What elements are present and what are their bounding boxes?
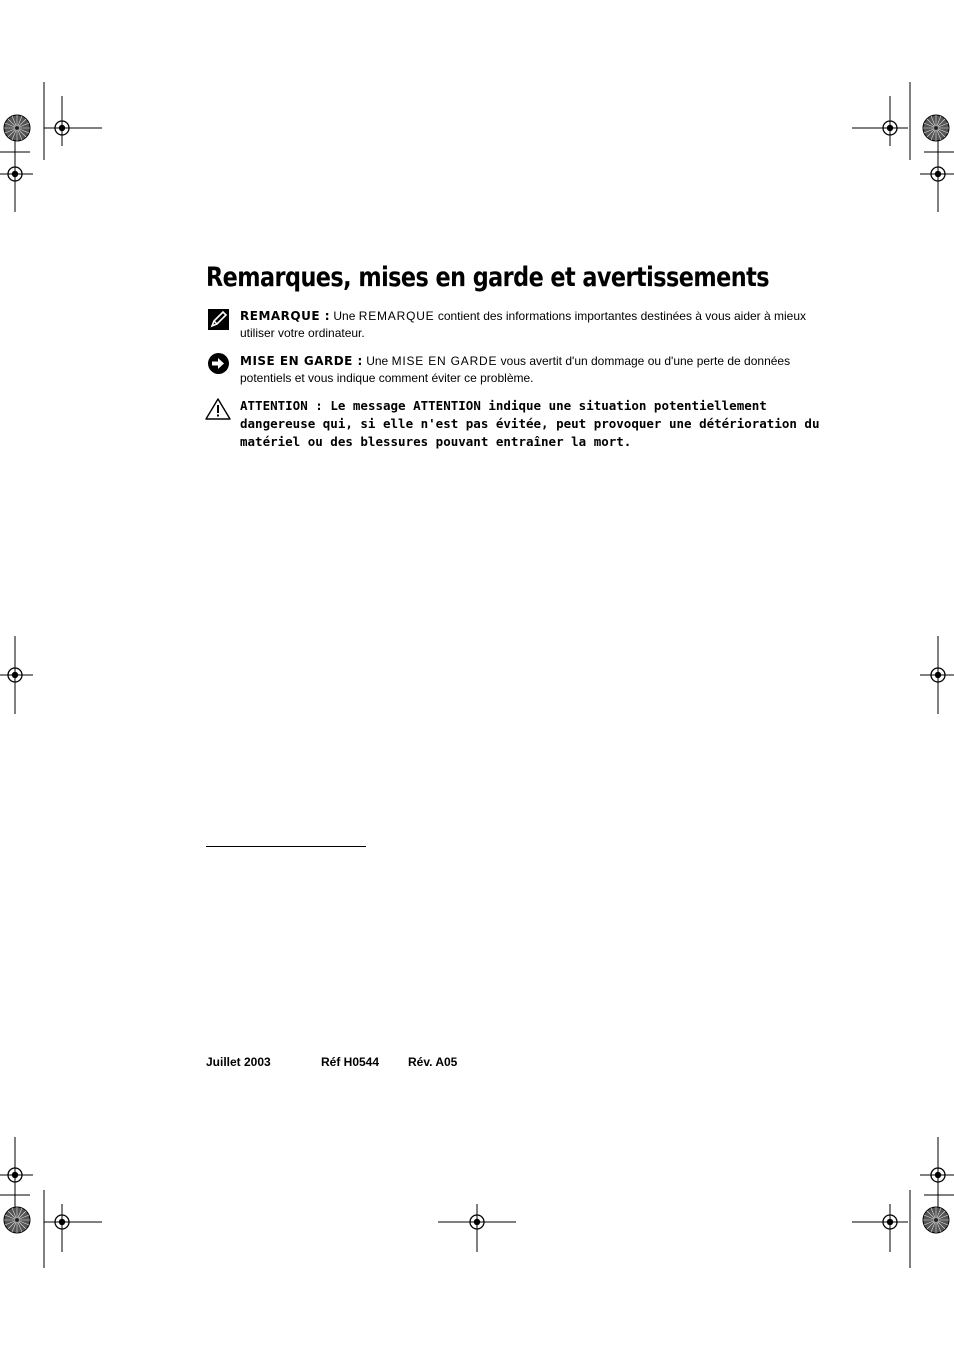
caution-label: MISE EN GARDE : bbox=[240, 354, 363, 368]
caution-text-start: Une bbox=[366, 354, 389, 368]
footnote-rule bbox=[206, 846, 366, 847]
footer-date: Juillet 2003 bbox=[206, 1055, 271, 1069]
note-remarque bbox=[207, 308, 827, 342]
pencil-note-icon bbox=[207, 308, 231, 332]
note-mise-en-garde bbox=[207, 353, 827, 387]
caution-keyword: MISE EN GARDE bbox=[391, 354, 498, 368]
caution-text-body: vous avertit d'un dommage ou d'une perte de données potentiels et vous indique comment éviter ce problème. bbox=[240, 354, 791, 385]
page-title: Remarques, mises en garde et avertissements bbox=[206, 262, 769, 293]
note-keyword: REMARQUE bbox=[358, 309, 435, 323]
note-label: REMARQUE : bbox=[240, 309, 331, 323]
warning-triangle-icon bbox=[205, 397, 231, 421]
note-text-start: Une bbox=[333, 309, 356, 323]
arrow-circle-icon bbox=[207, 353, 231, 377]
warning-text: Le message ATTENTION indique une situation potentiellement dangereuse qui, si elle n'est pas évitée, peut provoquer une détérioration du matériel ou des blessures pouvant entraîner la mort. bbox=[240, 398, 820, 449]
note-text-body: contient des informations importantes destinées à vous aider à mieux utiliser votre ordinateur. bbox=[240, 309, 807, 340]
warning-label: ATTENTION : bbox=[240, 398, 323, 413]
footer-ref: Réf H0544 bbox=[321, 1055, 380, 1069]
footer-rev: Rév. A05 bbox=[408, 1055, 458, 1069]
note-attention bbox=[207, 397, 827, 451]
